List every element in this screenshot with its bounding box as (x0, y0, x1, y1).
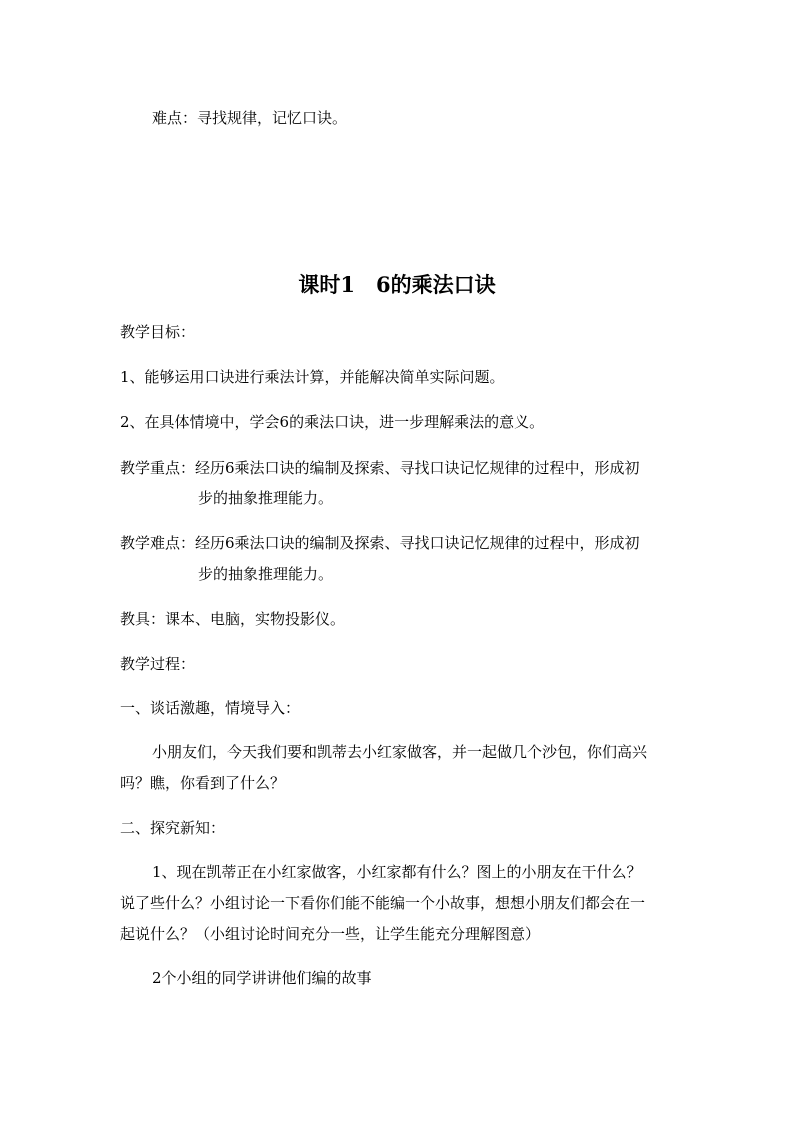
objectives-heading: 教学目标： (120, 323, 196, 341)
section-1-heading: 一、谈话激趣，情境导入： (120, 699, 301, 717)
objective-1: 1、能够运用口诀进行乘法计算，并能解决简单实际问题。 (120, 368, 505, 386)
section-2-heading: 二、探究新知： (120, 819, 226, 837)
section-2-paragraph-line-3: 起说什么？（小组讨论时间充分一些，让学生能充分理解图意） (120, 925, 541, 943)
section-1-paragraph-line-2: 吗？瞧，你看到了什么？ (120, 774, 286, 792)
teaching-tools: 教具：课本、电脑，实物投影仪。 (120, 610, 346, 628)
section-2-paragraph-line-1: 1、现在凯蒂正在小红家做客，小红家都有什么？图上的小朋友在干什么？ (152, 863, 642, 881)
section-2-paragraph-line-2: 说了些什么？小组讨论一下看你们能不能编一个小故事，想想小朋友们都会在一 (120, 894, 646, 912)
key-point-line-2: 步的抽象推理能力。 (198, 489, 334, 507)
section-2-note: 2个小组的同学讲讲他们编的故事 (152, 969, 372, 987)
section-1-paragraph-line-1: 小朋友们，今天我们要和凯蒂去小红家做客，并一起做几个沙包，你们高兴 (152, 743, 648, 761)
lesson-title: 课时1 6的乘法口诀 (298, 272, 496, 297)
difficulty-note: 难点：寻找规律，记忆口诀。 (152, 109, 348, 127)
difficulty-line-1: 教学难点：经历6乘法口诀的编制及探索、寻找口诀记忆规律的过程中，形成初 (120, 534, 640, 552)
process-heading: 教学过程： (120, 655, 196, 673)
key-point-line-1: 教学重点：经历6乘法口诀的编制及探索、寻找口诀记忆规律的过程中，形成初 (120, 459, 640, 477)
difficulty-line-2: 步的抽象推理能力。 (198, 565, 334, 583)
objective-2: 2、在具体情境中，学会6的乘法口诀，进一步理解乘法的意义。 (120, 413, 545, 431)
